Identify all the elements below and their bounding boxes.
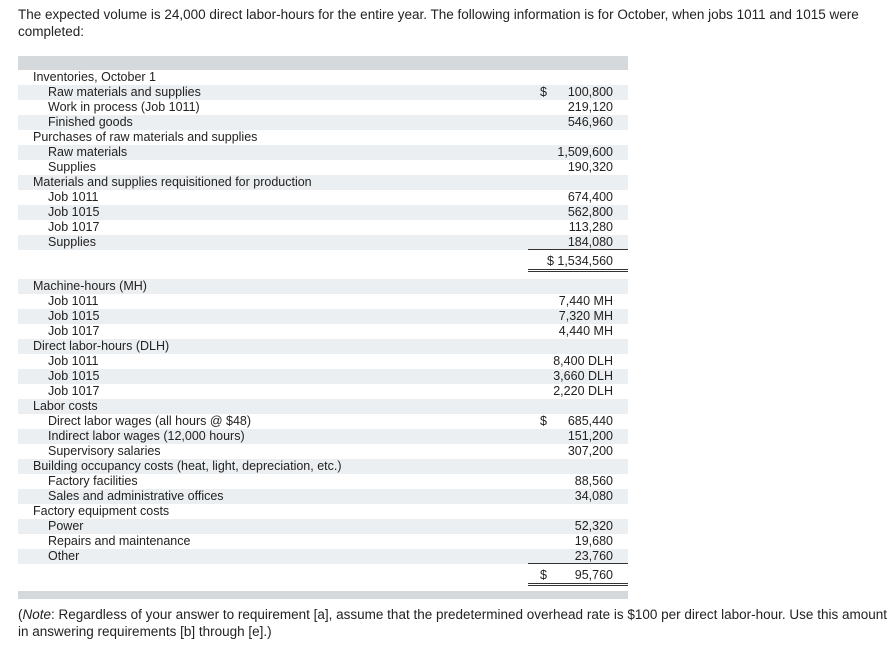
row-value: 219,120 bbox=[567, 100, 613, 114]
row-label: Other bbox=[48, 549, 80, 563]
row-label: Job 1015 bbox=[48, 205, 100, 219]
row-value: 546,960 bbox=[567, 115, 613, 129]
table-row bbox=[18, 324, 628, 339]
row-label: Machine-hours (MH) bbox=[33, 279, 147, 293]
row-label: Work in process (Job 1011) bbox=[48, 100, 200, 114]
table-row bbox=[18, 175, 628, 190]
row-value: 19,680 bbox=[574, 534, 613, 548]
row-value: 184,080 bbox=[567, 235, 613, 249]
table-row bbox=[18, 549, 628, 564]
table-row bbox=[18, 100, 628, 115]
table-row bbox=[18, 220, 628, 235]
row-label: Indirect labor wages (12,000 hours) bbox=[48, 429, 245, 443]
cost-data-table bbox=[18, 70, 628, 586]
note-text: : Regardless of your answer to requirement [a], assume that the predetermined overhead rate is $100 per direct labor-hour. Use this amount in answering requirements [b] through [e].) bbox=[18, 607, 887, 639]
row-value: 3,660 DLH bbox=[553, 369, 613, 383]
row-label: Supplies bbox=[48, 160, 96, 174]
row-label: Direct labor-hours (DLH) bbox=[33, 339, 170, 353]
table-row bbox=[18, 145, 628, 160]
table-row bbox=[18, 235, 628, 250]
currency-symbol: $ bbox=[540, 568, 547, 582]
row-label: Raw materials bbox=[48, 145, 128, 159]
row-label: Materials and supplies requisitioned for production bbox=[33, 175, 312, 189]
row-label: Job 1011 bbox=[48, 294, 99, 308]
note-paragraph bbox=[18, 606, 888, 640]
row-value: 34,080 bbox=[574, 489, 613, 503]
table-row bbox=[18, 564, 628, 586]
row-label: Power bbox=[48, 519, 84, 533]
row-label: Purchases of raw materials and supplies bbox=[33, 130, 258, 144]
table-row bbox=[18, 85, 628, 100]
row-value: 562,800 bbox=[567, 205, 613, 219]
row-value: 23,760 bbox=[574, 549, 613, 563]
spacer-row bbox=[18, 272, 628, 279]
table-row bbox=[18, 205, 628, 220]
table-row bbox=[18, 369, 628, 384]
table-footer-bar bbox=[18, 591, 628, 599]
row-label: Inventories, October 1 bbox=[33, 70, 156, 84]
row-label: Sales and administrative offices bbox=[48, 489, 224, 503]
row-value: 88,560 bbox=[574, 474, 613, 488]
row-label: Finished goods bbox=[48, 115, 133, 129]
row-label: Job 1011 bbox=[48, 354, 99, 368]
row-value: 7,320 MH bbox=[558, 309, 613, 323]
row-label: Repairs and maintenance bbox=[48, 534, 191, 548]
row-label: Job 1017 bbox=[48, 324, 100, 338]
row-value: 307,200 bbox=[567, 444, 613, 458]
table-row bbox=[18, 489, 628, 504]
table-row bbox=[18, 504, 628, 519]
table-row bbox=[18, 519, 628, 534]
table-row bbox=[18, 294, 628, 309]
row-value: 1,509,600 bbox=[557, 145, 613, 159]
row-value: 100,800 bbox=[567, 85, 613, 99]
row-label: Job 1017 bbox=[48, 384, 100, 398]
row-label: Labor costs bbox=[33, 399, 98, 413]
table-row bbox=[18, 70, 628, 85]
table-row bbox=[18, 250, 628, 272]
row-value: 8,400 DLH bbox=[553, 354, 613, 368]
row-value: 113,280 bbox=[568, 220, 613, 234]
table-row bbox=[18, 354, 628, 369]
table-row bbox=[18, 399, 628, 414]
table-row bbox=[18, 414, 628, 429]
currency-symbol: $ bbox=[540, 414, 547, 428]
table-row bbox=[18, 534, 628, 549]
currency-symbol: $ bbox=[540, 85, 547, 99]
row-value: 4,440 MH bbox=[558, 324, 613, 338]
table-row bbox=[18, 384, 628, 399]
row-value: 151,200 bbox=[567, 429, 613, 443]
table-row bbox=[18, 279, 628, 294]
row-label: Raw materials and supplies bbox=[48, 85, 201, 99]
row-value: 190,320 bbox=[567, 160, 613, 174]
row-value: 2,220 DLH bbox=[553, 384, 613, 398]
table-row bbox=[18, 160, 628, 175]
table-row bbox=[18, 429, 628, 444]
row-label: Job 1015 bbox=[48, 309, 100, 323]
table-row bbox=[18, 115, 628, 130]
table-row bbox=[18, 309, 628, 324]
table-row bbox=[18, 190, 628, 205]
row-value: 95,760 bbox=[574, 568, 613, 582]
table-row bbox=[18, 444, 628, 459]
row-value: 52,320 bbox=[574, 519, 613, 533]
row-label: Job 1017 bbox=[48, 220, 100, 234]
table-row bbox=[18, 339, 628, 354]
row-label: Supervisory salaries bbox=[48, 444, 161, 458]
row-label: Factory equipment costs bbox=[33, 504, 170, 518]
row-label: Factory facilities bbox=[48, 474, 138, 488]
table-row bbox=[18, 130, 628, 145]
table-row bbox=[18, 459, 628, 474]
note-label: Note bbox=[22, 607, 52, 622]
row-label: Building occupancy costs (heat, light, depreciation, etc.) bbox=[33, 459, 342, 473]
table-row bbox=[18, 474, 628, 489]
row-label: Job 1011 bbox=[48, 190, 99, 204]
row-value: 674,400 bbox=[567, 190, 613, 204]
row-label: Direct labor wages (all hours @ $48) bbox=[48, 414, 252, 428]
row-label: Job 1015 bbox=[48, 369, 100, 383]
table-header-bar bbox=[18, 56, 628, 70]
row-value: 685,440 bbox=[567, 414, 613, 428]
row-value: 7,440 MH bbox=[558, 294, 613, 308]
row-value: $ 1,534,560 bbox=[546, 254, 613, 268]
intro-paragraph: The expected volume is 24,000 direct labor-hours for the entire year. The following information is for October, when jobs 1011 and 1015 were completed: bbox=[18, 7, 859, 39]
note-open-paren: ( bbox=[18, 607, 23, 622]
row-label: Supplies bbox=[48, 235, 96, 249]
